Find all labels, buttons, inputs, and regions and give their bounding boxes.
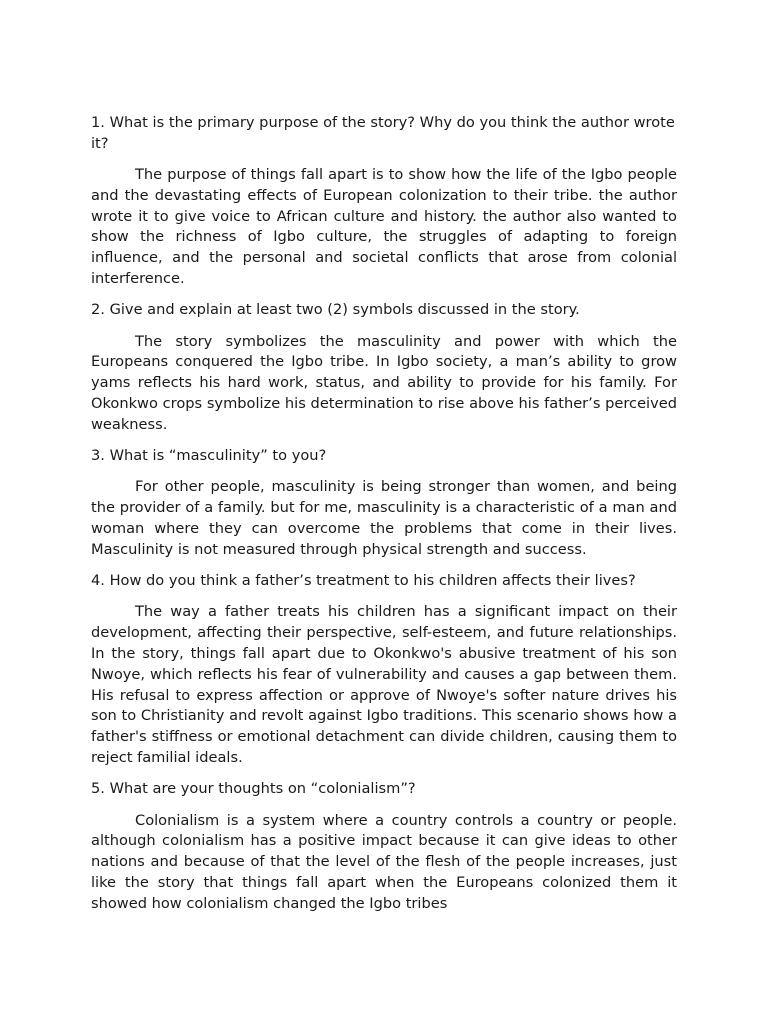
- answer-4: The way a father treats his children has a significant impact on their development, affecting their perspective, self-esteem, and future relationships. In the story, things fall apart due to Okonkwo's abusive treatment of his son Nwoye, which reflects his fear of vulnerability and causes a gap between them. His refusal to express affection or approve of Nwoye's softer nature drives his son to Christianity and revolt against Igbo traditions. This scenario shows how a father's stiffness or emotional detachment can divide children, causing them to reject familial ideals.: [91, 603, 677, 767]
- answer-3: For other people, masculinity is being stronger than women, and being the provider of a family. but for me, masculinity is a characteristic of a man and woman where they can overcome the problems that come in their lives. Masculinity is not measured through physical strength and success.: [91, 478, 677, 558]
- answer-5: Colonialism is a system where a country controls a country or people. although colonialism has a positive impact because it can give ideas to other nations and because of that the level of the flesh of the people increases, just like the story that things fall apart when the Europeans colonized them it showed how colonialism changed the Igbo tribes: [91, 811, 677, 912]
- answer-1: The purpose of things fall apart is to show how the life of the Igbo people and the devastating effects of European colonization to their tribe. the author wrote it to give voice to African culture and history. the author also wanted to show the richness of Igbo culture, the struggles of adapting to foreign influence, and the personal and societal conflicts that arose from colonial interference.: [91, 166, 677, 288]
- question-3: 3. What is “masculinity” to you?: [91, 447, 327, 465]
- question-5: 5. What are your thoughts on “colonialism”?: [91, 780, 416, 798]
- question-2: 2. Give and explain at least two (2) symbols discussed in the story.: [91, 301, 580, 319]
- answer-2: The story symbolizes the masculinity and power with which the Europeans conquered the Igbo tribe. In Igbo society, a man’s ability to grow yams reflects his hard work, status, and ability to provide for his family. For Okonkwo crops symbolize his determination to rise above his father’s perceived weakness.: [91, 332, 677, 433]
- question-1: 1. What is the primary purpose of the story? Why do you think the author wrote it?: [91, 114, 675, 152]
- document-page: [91, 113, 677, 925]
- question-4: 4. How do you think a father’s treatment to his children affects their lives?: [91, 572, 636, 590]
